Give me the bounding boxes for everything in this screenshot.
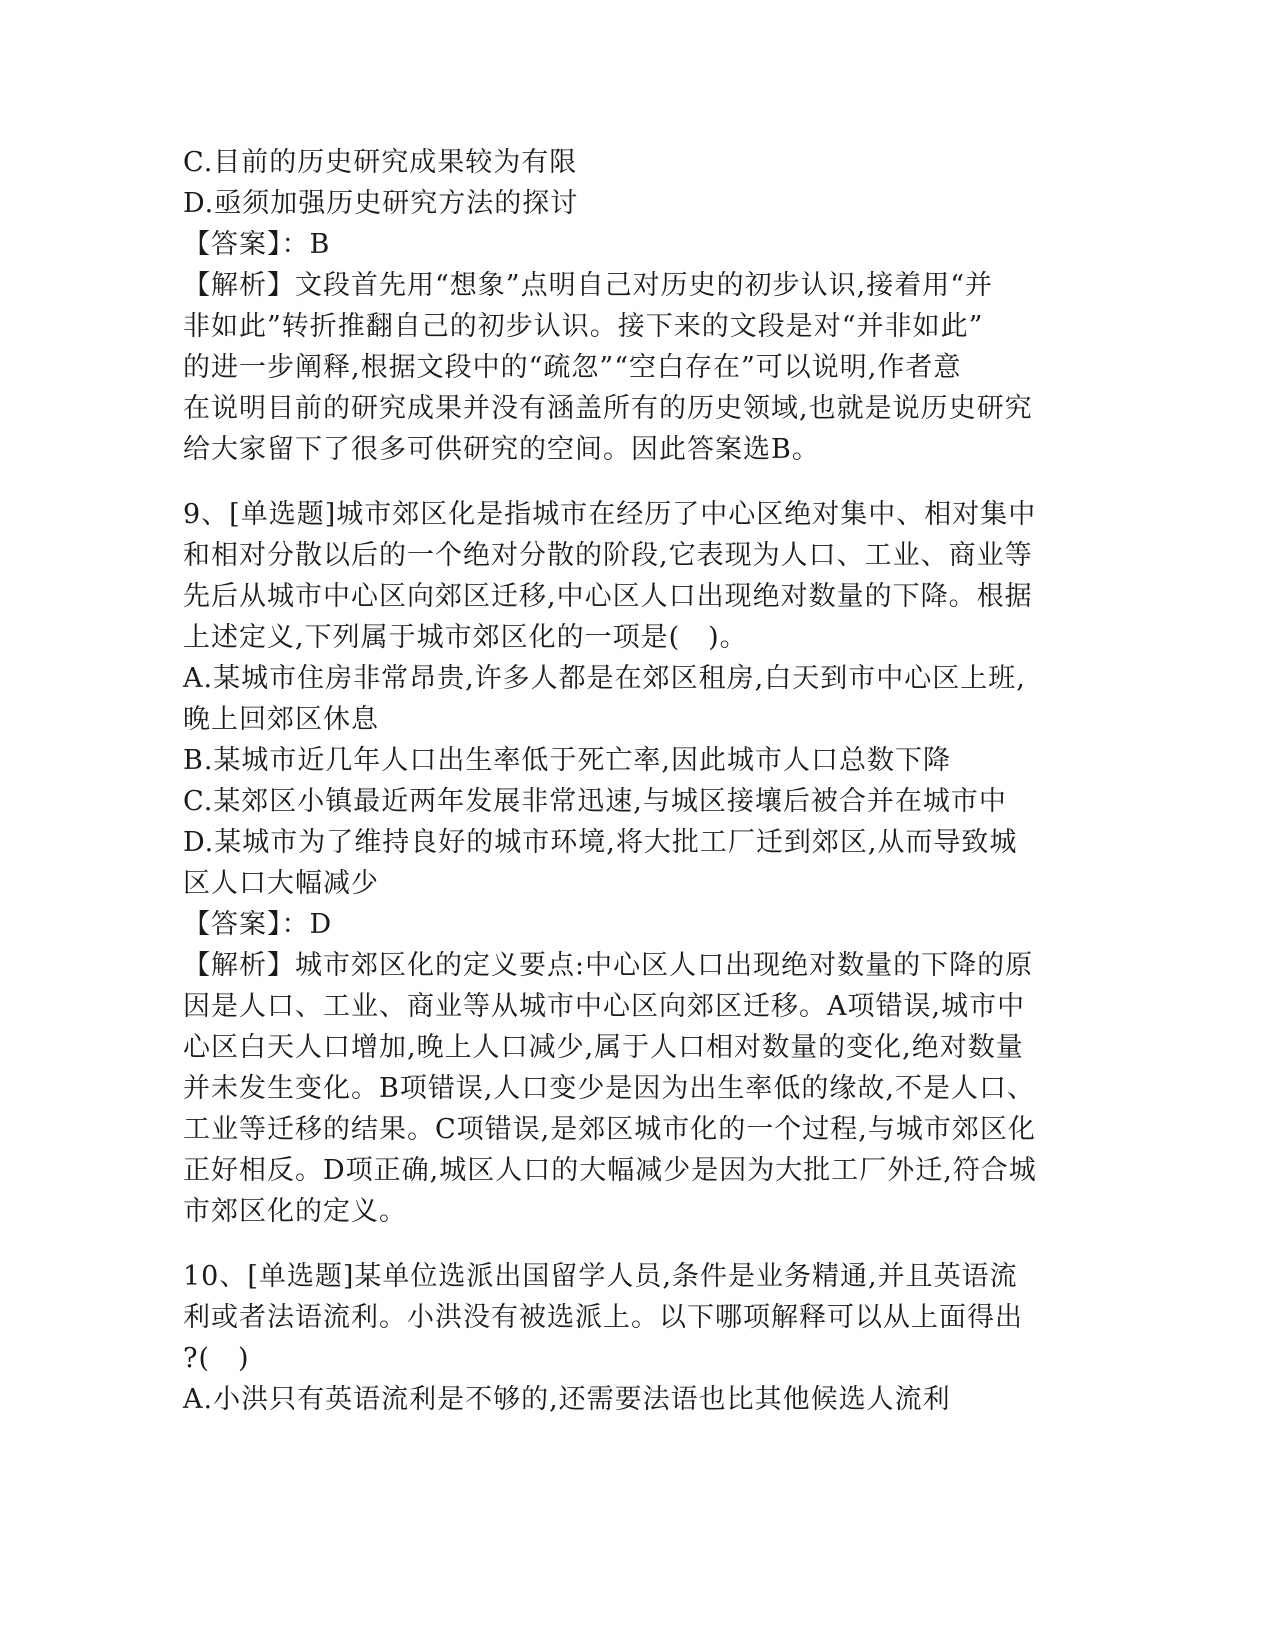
option-d-line: D.某城市为了维持良好的城市环境,将大批工厂迁到郊区,从而导致城 xyxy=(183,827,1018,858)
document-page xyxy=(183,142,1063,1420)
question-9 xyxy=(183,494,1063,1232)
stem-line: 9、[单选题]城市郊区化是指城市在经历了中心区绝对集中、相对集中 xyxy=(183,499,1037,530)
answer: 【答案】：B xyxy=(183,229,331,260)
option-d-line: 区人口大幅减少 xyxy=(183,868,379,899)
analysis-line: 给大家留下了很多可供研究的空间。因此答案选B。 xyxy=(183,434,820,465)
answer: 【答案】：D xyxy=(183,909,333,940)
analysis-line: 在说明目前的研究成果并没有涵盖所有的历史领域,也就是说历史研究 xyxy=(183,393,1033,424)
question-10 xyxy=(183,1256,1063,1420)
question-stem xyxy=(183,1256,1063,1379)
option-a xyxy=(183,658,1063,740)
analysis-line: 的进一步阐释,根据文段中的“疏忽”“空白存在”可以说明,作者意 xyxy=(183,352,962,383)
analysis xyxy=(183,265,1063,470)
analysis-line: 工业等迁移的结果。C项错误,是郊区城市化的一个过程,与城市郊区化 xyxy=(183,1114,1036,1145)
option-a-line: A.某城市住房非常昂贵,许多人都是在郊区租房,白天到市中心区上班, xyxy=(183,663,1026,694)
option-d: D.亟须加强历史研究方法的探讨 xyxy=(183,188,579,219)
option-c: C.目前的历史研究成果较为有限 xyxy=(183,147,578,178)
option-a: A.小洪只有英语流利是不够的,还需要法语也比其他候选人流利 xyxy=(183,1384,951,1415)
analysis-line: 并未发生变化。B项错误,人口变少是因为出生率低的缘故,不是人口、 xyxy=(183,1073,1036,1104)
stem-line: ?( ) xyxy=(183,1343,250,1374)
option-d xyxy=(183,822,1063,904)
analysis xyxy=(183,945,1063,1232)
question-8-tail xyxy=(183,142,1063,470)
analysis-line: 【解析】文段首先用“想象”点明自己对历史的初步认识,接着用“并 xyxy=(183,270,993,301)
analysis-line: 正好相反。D项正确,城区人口的大幅减少是因为大批工厂外迁,符合城 xyxy=(183,1155,1037,1186)
stem-line: 和相对分散以后的一个绝对分散的阶段,它表现为人口、工业、商业等 xyxy=(183,540,1033,571)
stem-line: 10、[单选题]某单位选派出国留学人员,条件是业务精通,并且英语流 xyxy=(183,1261,1018,1292)
option-a-line: 晚上回郊区休息 xyxy=(183,704,379,735)
analysis-line: 【解析】城市郊区化的定义要点:中心区人口出现绝对数量的下降的原 xyxy=(183,950,1034,981)
analysis-line: 因是人口、工业、商业等从城市中心区向郊区迁移。A项错误,城市中 xyxy=(183,991,1026,1022)
stem-line: 利或者法语流利。小洪没有被选派上。以下哪项解释可以从上面得出 xyxy=(183,1302,1023,1333)
analysis-line: 心区白天人口增加,晚上人口减少,属于人口相对数量的变化,绝对数量 xyxy=(183,1032,1024,1063)
option-c: C.某郊区小镇最近两年发展非常迅速,与城区接壤后被合并在城市中 xyxy=(183,786,1007,817)
analysis-line: 市郊区化的定义。 xyxy=(183,1196,407,1227)
analysis-line: 非如此”转折推翻自己的初步认识。接下来的文段是对“并非如此” xyxy=(183,311,984,342)
question-stem xyxy=(183,494,1063,658)
option-b: B.某城市近几年人口出生率低于死亡率,因此城市人口总数下降 xyxy=(183,745,952,776)
stem-line: 先后从城市中心区向郊区迁移,中心区人口出现绝对数量的下降。根据 xyxy=(183,581,1033,612)
stem-line: 上述定义,下列属于城市郊区化的一项是( )。 xyxy=(183,622,748,653)
